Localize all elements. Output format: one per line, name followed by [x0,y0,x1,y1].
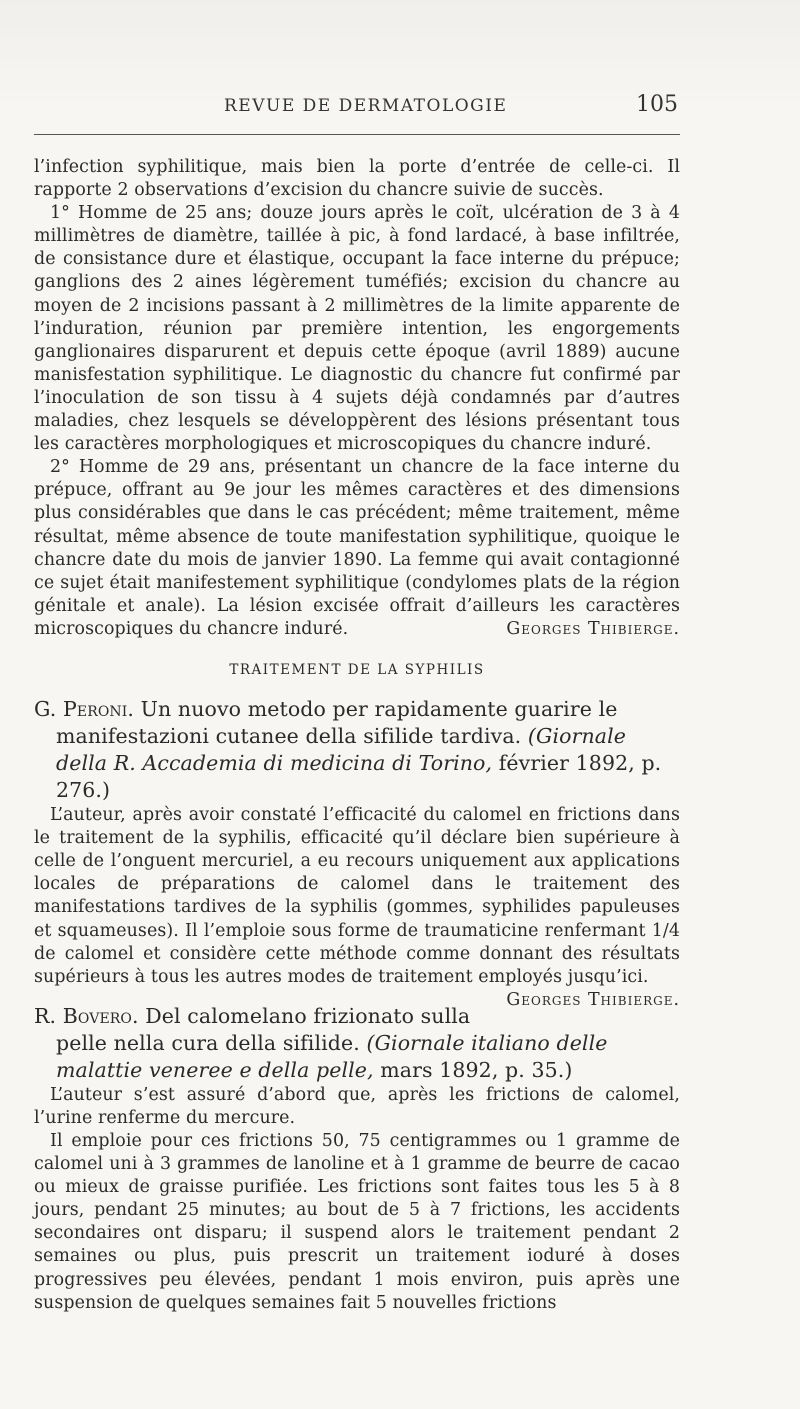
reference-date: février 1892, p. 276.) [56,751,662,803]
article-body [34,156,680,1315]
paragraph: l’infection syphilitique, mais bien la porte d’entrée de celle-ci. Il rapporte 2 observations d’excision du chancre suivie de succès. [34,157,680,201]
running-header [34,92,680,126]
paragraph-text: L’auteur, après avoir constaté l’efficacité du calomel en frictions dans le traitement de la syphilis, efficacité qu’il déclare bien supérieure à celle de l’onguent mercuriel, a eu recours uniquement aux applications locales de préparations de calomel dans le traitement des manifestations tardives de la syphilis (gommes, syphilides papuleuses et squameuses). Il l’emploie sous forme de traumaticine renfermant 1/4 de calomel et considère cette méthode comme donnant des résultats supérieurs à tous les autres modes de traitement employés jusqu’ici. [34,805,680,987]
header-rule [34,134,680,135]
reference-journal: (Giornale italiano delle malattie veneree e della pelle, [56,1030,608,1082]
reference-title: Del calomelano frizionato sulla pelle nella cura della sifilide. [56,1003,471,1055]
bibliographic-reference [34,1003,680,1084]
paragraph-text: 2° Homme de 29 ans, présentant un chancre de la face interne du prépuce, offrant au 9e jour les mêmes caractères et des dimensions plus considérables que dans le cas précédent; même traitement, même résultat, même absence de toute manifestation syphilitique, quoique le chancre date du mois de janvier 1890. La femme qui avait contagionné ce sujet était manifestement syphilitique (condylomes plats de la région génitale et anale). La lésion excisée offrait d’ailleurs les caractères microscopiques du chancre induré. [34,457,680,639]
reference-date: mars 1892, p. 35.) [380,1057,573,1082]
running-title: REVUE DE DERMATOLOGIE [224,96,508,116]
paragraph [34,456,680,641]
section-title: TRAITEMENT DE LA SYPHILIS [229,661,485,678]
reference-journal: (Giornale della R. Accademia di medicina di Torino, [56,724,627,776]
paragraph: Il emploie pour ces frictions 50, 75 centigrammes ou 1 gramme de calomel uni à 3 grammes de lanoline et à 1 gramme de beurre de cacao ou mieux de graisse purifiée. Les frictions sont faites tous les 5 à 8 jours, pendant 25 minutes; au bout de 5 à 7 frictions, les accidents secondaires ont disparu; il suspend alors le traitement pendant 2 semaines ou plus, puis prescrit un traitement ioduré à doses progressives peu élevées, pendant 1 mois environ, puis après une suspension de quelques semaines fait 5 nouvelles frictions [34,1131,680,1313]
reference-title: Un nuovo metodo per rapidamente guarire le manifestazioni cutanee della sifilide tardiva. [56,697,618,749]
paragraph: L’auteur s’est assuré d’abord que, après les frictions de calomel, l’urine renferme du mercure. [34,1084,680,1128]
reference-author: G. Peroni. [34,697,135,722]
paragraph [34,804,680,1010]
page-number: 105 [636,92,678,117]
reference-author: R. Bovero. [34,1003,139,1028]
paragraph: 1° Homme de 25 ans; douze jours après le coït, ulcération de 3 à 4 millimètres de diamètre, taillée à pic, à fond lardacé, à base infiltrée, de consistance dure et élastique, occupant la face interne du prépuce; ganglions des 2 aines légèrement tuméfiés; excision du chancre au moyen de 2 incisions passant à 2 millimètres de la limite apparente de l’induration, réunion par première intention, les engorgements ganglionaires disparurent et depuis cette époque (avril 1889) aucune manisfestation syphilitique. Le diagnostic du chancre fut confirmé par l’inoculation de son tissu à 4 sujets déjà condamnés par d’autres maladies, chez lesquels se développèrent des lésions présentant tous les caractères morphologiques et microscopiques du chancre induré. [34,203,680,455]
author-signature: Georges Thibierge. [506,618,680,639]
author-signature: Georges Thibierge. [506,989,680,1010]
bibliographic-reference [34,696,680,804]
